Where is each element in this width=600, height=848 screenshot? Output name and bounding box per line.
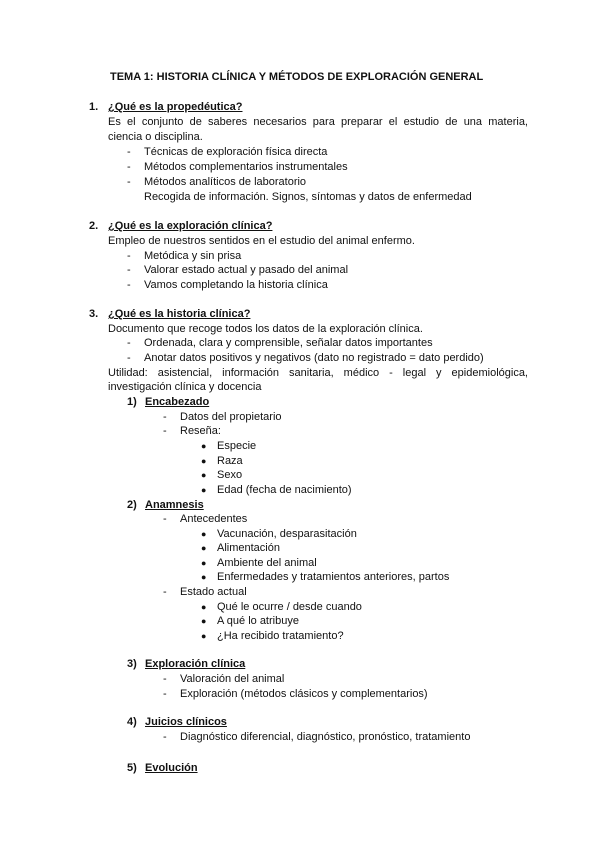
- list-item: Sexo: [217, 469, 243, 481]
- list-item: Técnicas de exploración física directa: [144, 146, 328, 158]
- bullet-marker: ●: [201, 543, 207, 553]
- dash-marker: -: [127, 161, 131, 173]
- paragraph: Es el conjunto de saberes necesarios para preparar el estudio de una materia,: [108, 116, 528, 128]
- paragraph: ciencia o disciplina.: [108, 131, 203, 143]
- bullet-marker: ●: [201, 602, 207, 612]
- dash-marker: -: [163, 411, 167, 423]
- list-item: Datos del propietario: [180, 411, 282, 423]
- note: Recogida de información. Signos, síntomas y datos de enfermedad: [144, 191, 472, 203]
- list-item: Qué le ocurre / desde cuando: [217, 601, 362, 613]
- bullet-marker: ●: [201, 441, 207, 451]
- subsection-number: 2): [127, 499, 137, 511]
- paragraph: Utilidad: asistencial, información sanitaria, médico - legal y epidemiológica,: [108, 367, 528, 379]
- list-item: Anotar datos positivos y negativos (dato no registrado = dato perdido): [144, 352, 484, 364]
- list-item: Exploración (métodos clásicos y complementarios): [180, 688, 428, 700]
- list-item: Estado actual: [180, 586, 247, 598]
- dash-marker: -: [127, 352, 131, 364]
- list-item: Ambiente del animal: [217, 557, 317, 569]
- subsection-number: 4): [127, 716, 137, 728]
- paragraph: Documento que recoge todos los datos de la exploración clínica.: [108, 323, 423, 335]
- list-item: Alimentación: [217, 542, 280, 554]
- section-number: 3.: [89, 308, 99, 320]
- list-item: Métodos analíticos de laboratorio: [144, 176, 307, 188]
- list-item: Ordenada, clara y comprensible, señalar datos importantes: [144, 337, 433, 349]
- dash-marker: -: [127, 176, 131, 188]
- dash-marker: -: [163, 513, 167, 525]
- dash-marker: -: [127, 146, 131, 158]
- bullet-marker: ●: [201, 558, 207, 568]
- section-number: 2.: [89, 220, 99, 232]
- dash-marker: -: [163, 586, 167, 598]
- list-item: Vamos completando la historia clínica: [144, 279, 328, 291]
- section-heading: ¿Qué es la propedéutica?: [108, 101, 243, 113]
- list-item: ¿Ha recibido tratamiento?: [217, 630, 344, 642]
- dash-marker: -: [163, 673, 167, 685]
- bullet-marker: ●: [201, 572, 207, 582]
- bullet-marker: ●: [201, 485, 207, 495]
- page-title: TEMA 1: HISTORIA CLÍNICA Y MÉTODOS DE EXPLORACIÓN GENERAL: [110, 71, 484, 83]
- subsection-number: 1): [127, 396, 137, 408]
- dash-marker: -: [127, 279, 131, 291]
- list-item: Antecedentes: [180, 513, 248, 525]
- list-item: A qué lo atribuye: [217, 615, 299, 627]
- list-item: Metódica y sin prisa: [144, 250, 242, 262]
- section-number: 1.: [89, 101, 99, 113]
- dash-marker: -: [163, 688, 167, 700]
- subsection-number: 3): [127, 658, 137, 670]
- bullet-marker: ●: [201, 529, 207, 539]
- section-heading: ¿Qué es la historia clínica?: [108, 308, 251, 320]
- paragraph: Empleo de nuestros sentidos en el estudio del animal enfermo.: [108, 235, 415, 247]
- list-item: Valoración del animal: [180, 673, 285, 685]
- dash-marker: -: [163, 425, 167, 437]
- list-item: Valorar estado actual y pasado del animal: [144, 264, 349, 276]
- list-item: Diagnóstico diferencial, diagnóstico, pronóstico, tratamiento: [180, 731, 471, 743]
- section-heading: ¿Qué es la exploración clínica?: [108, 220, 273, 232]
- paragraph: investigación clínica y docencia: [108, 381, 262, 393]
- bullet-marker: ●: [201, 470, 207, 480]
- bullet-marker: ●: [201, 631, 207, 641]
- list-item: Edad (fecha de nacimiento): [217, 484, 352, 496]
- dash-marker: -: [127, 250, 131, 262]
- list-item: Métodos complementarios instrumentales: [144, 161, 348, 173]
- list-item: Vacunación, desparasitación: [217, 528, 357, 540]
- subsection-heading: Exploración clínica: [145, 658, 246, 670]
- subsection-heading: Anamnesis: [145, 499, 204, 511]
- dash-marker: -: [163, 731, 167, 743]
- subsection-heading: Encabezado: [145, 396, 210, 408]
- list-item: Reseña:: [180, 425, 221, 437]
- bullet-marker: ●: [201, 456, 207, 466]
- subsection-heading: Evolución: [145, 762, 198, 774]
- subsection-number: 5): [127, 762, 137, 774]
- dash-marker: -: [127, 337, 131, 349]
- bullet-marker: ●: [201, 616, 207, 626]
- list-item: Enfermedades y tratamientos anteriores, partos: [217, 571, 450, 583]
- dash-marker: -: [127, 264, 131, 276]
- list-item: Raza: [217, 455, 243, 467]
- list-item: Especie: [217, 440, 257, 452]
- subsection-heading: Juicios clínicos: [145, 716, 227, 728]
